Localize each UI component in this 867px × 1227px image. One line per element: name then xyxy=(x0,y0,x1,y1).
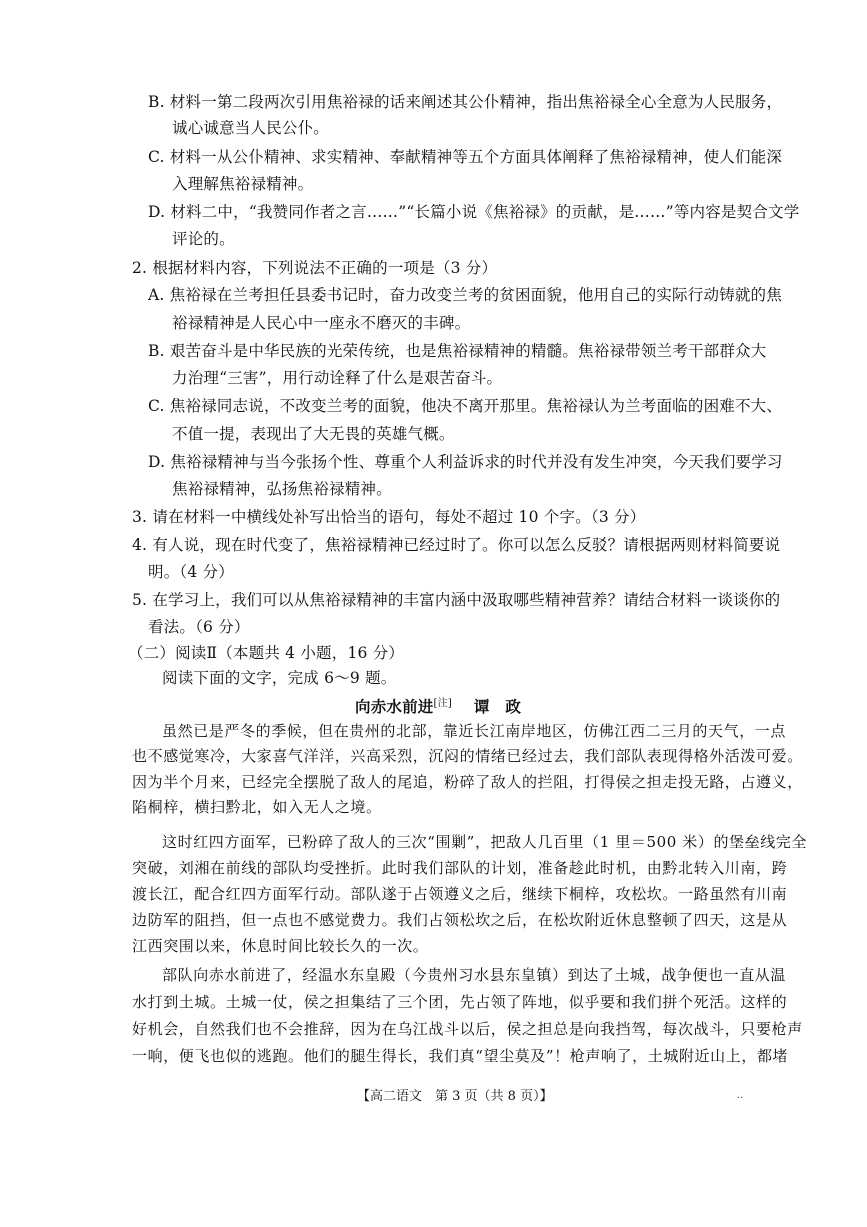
q2-option-a-line-2: 裕禄精神是人民心中一座永不磨灭的丰碑。 xyxy=(172,314,471,332)
question-3: 3. 请在材料一中横线处补写出恰当的语句，每处不超过 10 个字。（3 分） xyxy=(132,508,646,526)
option-b-line-2: 诚心诚意当人民公仆。 xyxy=(172,119,330,137)
option-c-line-2: 入理解焦裕禄精神。 xyxy=(172,175,314,193)
q2-option-b-line-2: 力治理“三害”，用行动诠释了什么是艰苦奋斗。 xyxy=(172,369,503,387)
question-2: 2. 根据材料内容，下列说法不正确的一项是（3 分） xyxy=(132,259,498,277)
option-b-line-1: B. 材料一第二段两次引用焦裕禄的话来阐述其公仆精神，指出焦裕禄全心全意为人民服务， xyxy=(148,93,783,111)
q2-option-d-line-2: 焦裕禄精神，弘扬焦裕禄精神。 xyxy=(172,480,392,498)
passage-title-text: 向赤水前进 xyxy=(355,697,434,717)
corner-mark: ·· xyxy=(737,1093,744,1104)
question-5-line-1: 5. 在学习上，我们可以从焦裕禄精神的丰富内涵中汲取哪些精神营养？请结合材料一谈谈你的 xyxy=(132,591,781,609)
passage-p1-line-1: 虽然已是严冬的季候，但在贵州的北部，靠近长江南岸地区，仿佛江西二三月的天气，一点 xyxy=(162,722,787,740)
passage-p2-line-1: 这时红四方面军，已粉碎了敌人的三次“围剿”，把敌人几百里（1 里＝500 米）的堡垒线完全 xyxy=(162,833,808,851)
passage-p2-line-3: 渡长江，配合红四方面军行动。部队遂于占领遵义之后，继续下桐梓，攻松坎。一路虽然有川南 xyxy=(132,885,788,903)
option-c-line-1: C. 材料一从公仆精神、求实精神、奉献精神等五个方面具体阐释了焦裕禄精神，使人们能深 xyxy=(148,148,783,166)
question-5-line-2: 看法。（6 分） xyxy=(148,618,250,636)
passage-title xyxy=(355,694,521,717)
passage-p3-line-3: 好机会，自然我们也不会推辞，因为在乌江战斗以后，侯之担总是向我挡驾，每次战斗，只要枪声 xyxy=(132,1020,803,1038)
page-footer: 【高二语文 第 3 页（共 8 页）】 xyxy=(357,1089,553,1104)
option-d-line-2: 评论的。 xyxy=(172,230,235,248)
option-d-line-1: D. 材料二中，“我赞同作者之言……”“长篇小说《焦裕禄》的贡献，是……”等内容是契合文学 xyxy=(148,203,800,221)
passage-p3-line-1: 部队向赤水前进了，经温水东皇殿（今贵州习水县东皇镇）到达了土城，战争便也一直从温 xyxy=(162,966,787,984)
q2-option-d-line-1: D. 焦裕禄精神与当今张扬个性、尊重个人利益诉求的时代并没有发生冲突，今天我们要学习 xyxy=(148,453,783,471)
q2-option-c-line-1: C. 焦裕禄同志说，不改变兰考的面貌，他决不离开那里。焦裕禄认为兰考面临的困难不大、 xyxy=(148,397,783,415)
passage-p1-line-2: 也不感觉寒冷，大家喜气洋洋，兴高采烈，沉闷的情绪已经过去，我们部队表现得格外活泼可爱。 xyxy=(132,747,803,765)
passage-title-note: [注] xyxy=(433,698,452,709)
passage-p2-line-2: 突破，刘湘在前线的部队均受挫折。此时我们部队的计划，准备趁此时机，由黔北转入川南，跨 xyxy=(132,859,788,877)
reading-instruction: 阅读下面的文字，完成 6～9 题。 xyxy=(162,669,397,687)
section-heading: （二）阅读Ⅱ（本题共 4 小题，16 分） xyxy=(128,644,405,662)
question-4-line-2: 明。（4 分） xyxy=(148,563,234,581)
passage-p3-line-4: 一响，便飞也似的逃跑。他们的腿生得长，我们真“望尘莫及”！枪声响了，土城附近山上，都堵 xyxy=(132,1047,789,1065)
q2-option-a-line-1: A. 焦裕禄在兰考担任县委书记时，奋力改变兰考的贫困面貌，他用自己的实际行动铸就的焦 xyxy=(148,286,782,304)
passage-p2-line-5: 江西突围以来，休息时间比较长久的一次。 xyxy=(132,937,429,955)
passage-p1-line-4: 陷桐梓，横扫黔北，如入无人之境。 xyxy=(132,798,382,816)
q2-option-c-line-2: 不值一提，表现出了大无畏的英雄气概。 xyxy=(172,425,455,443)
passage-p3-line-2: 水打到土城。土城一仗，侯之担集结了三个团，先占领了阵地，似乎要和我们拼个死活。这样的 xyxy=(132,993,788,1011)
passage-p2-line-4: 边防军的阻挡，但一点也不感觉费力。我们占领松坎之后，在松坎附近休息整顿了四天，这是从 xyxy=(132,911,788,929)
question-4-line-1: 4. 有人说，现在时代变了，焦裕禄精神已经过时了。你可以怎么反驳？请根据两则材料简要说 xyxy=(132,536,781,554)
passage-author: 谭 政 xyxy=(473,697,522,717)
q2-option-b-line-1: B. 艰苦奋斗是中华民族的光荣传统，也是焦裕禄精神的精髓。焦裕禄带领兰考干部群众大 xyxy=(148,342,767,360)
passage-p1-line-3: 因为半个月来，已经完全摆脱了敌人的尾追，粉碎了敌人的拦阻，打得侯之担走投无路，占遵义， xyxy=(132,773,803,791)
